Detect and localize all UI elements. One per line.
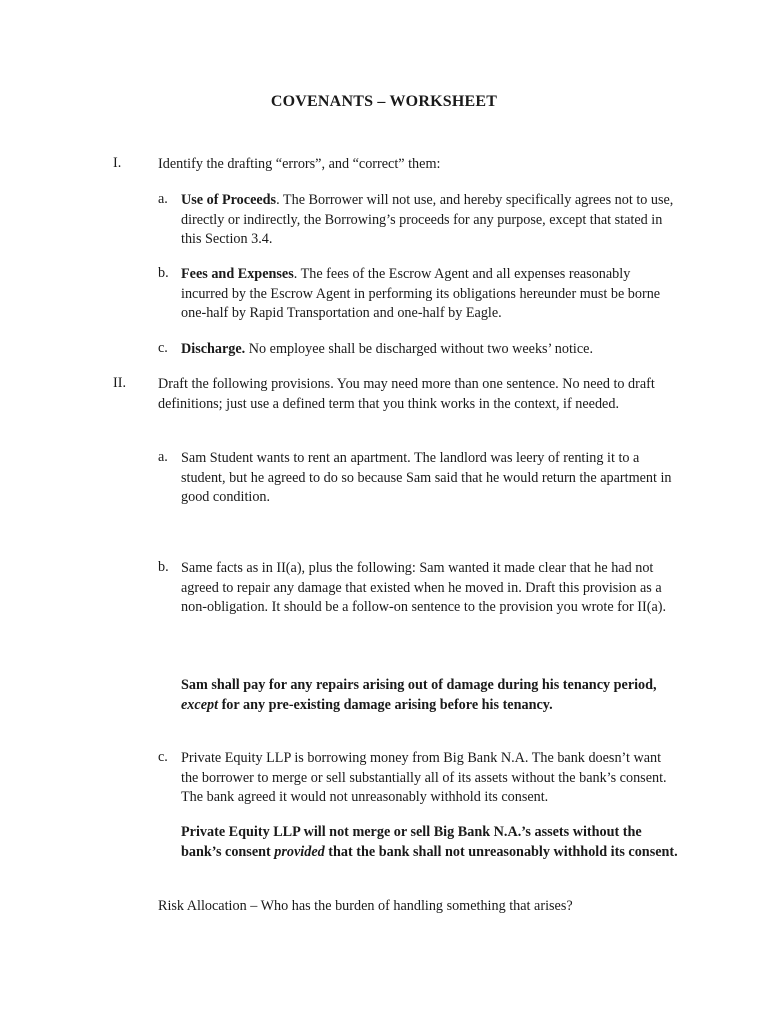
item-heading: Fees and Expenses [181,266,294,282]
risk-allocation-note: Risk Allocation – Who has the burden of handling something that arises? [158,898,573,914]
answer-text: Sam shall pay for any repairs arising out of damage during his tenancy period, [181,677,657,693]
section-2-item-a: Sam Student wants to rent an apartment. The landlord was leery of renting it to a student, but he agreed to do so because Sam said that he would return the apartment in good condition. [181,450,672,505]
section-1-item-c [181,340,681,360]
section-2-item-b: Same facts as in II(a), plus the following: Sam wanted it made clear that he had not agreed to repair any damage that existed when he moved in. Draft this provision as a non-obligation. It should be a follow-on sentence to the provision you wrote for II(a). [181,560,667,615]
item-body: No employee shall be discharged without two weeks’ notice. [245,341,594,357]
answer-text: Private Equity LLP will not merge or sell Big Bank N.A.’s assets without the bank’s consent [181,824,642,860]
section-2-instruction: Draft the following provisions. You may need more than one sentence. No need to draft definitions; just use a defined term that you think works in the context, if needed. [158,376,655,412]
answer-text: for any pre-existing damage arising before his tenancy. [218,696,553,713]
section-2-item-c: Private Equity LLP is borrowing money from Big Bank N.A. The bank doesn’t want the borrower to merge or sell substantially all of its assets without the bank’s consent. The bank agreed it would not unreasonably withhold its consent. [181,750,667,805]
section-1-number: I. [113,155,122,171]
section-1-item-b-letter: b. [158,265,169,281]
section-2-item-b-letter: b. [158,559,169,575]
section-2-item-a-letter: a. [158,449,168,465]
item-heading: Discharge. [181,341,246,357]
answer-text: that the bank shall not unreasonably withhold its consent. [324,843,678,860]
item-body: . The Borrower will not use, and hereby specifically agrees not to use, directly or indirectly, the Borrowing’s proceeds for any purpose, except that stated in this Section 3.4. [181,192,674,247]
section-1-instruction: Identify the drafting “errors”, and “correct” them: [158,156,441,172]
section-2-item-b-answer [181,676,681,715]
section-1-item-a [181,191,681,250]
section-1-item-a-letter: a. [158,191,168,207]
section-2-item-c-answer [181,823,681,862]
section-2-number: II. [113,375,126,391]
section-1-item-b [181,265,681,324]
answer-emphasis: provided [274,843,325,860]
item-body: . The fees of the Escrow Agent and all expenses reasonably incurred by the Escrow Agent in performing its obligations hereunder must be borne one-half by Rapid Transportation and one-half by Eagle. [181,266,661,321]
item-heading: Use of Proceeds [181,192,277,208]
answer-emphasis: except [181,696,219,713]
section-2-item-c-letter: c. [158,749,168,765]
section-1-item-c-letter: c. [158,340,168,356]
page-title: COVENANTS – WORKSHEET [270,93,498,110]
